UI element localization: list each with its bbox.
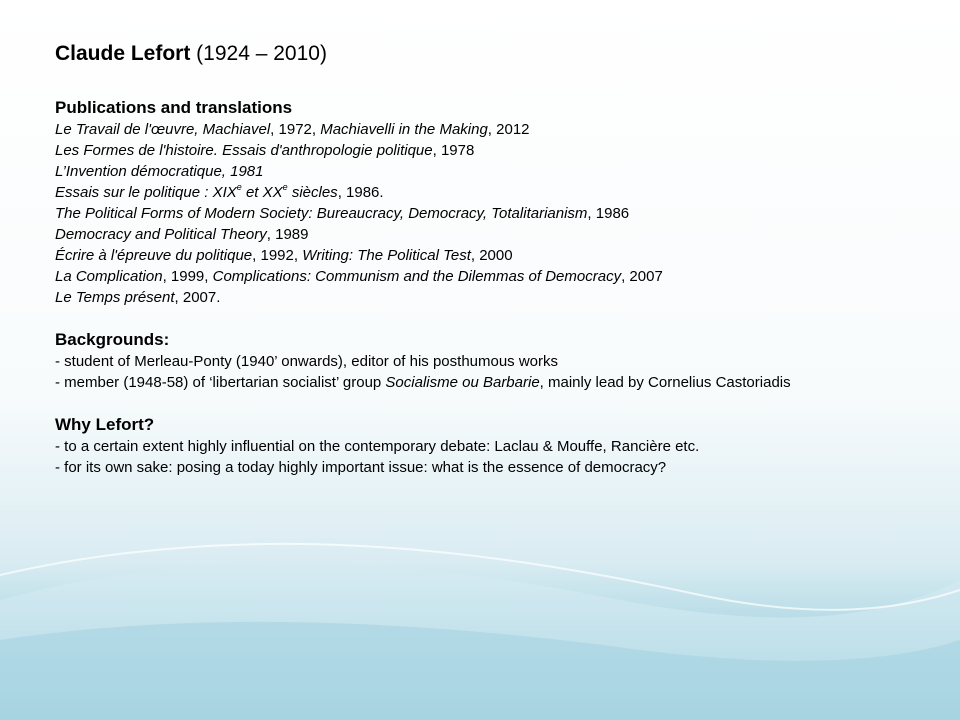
publication-year: , 1989 bbox=[266, 226, 309, 243]
publications-heading: Publications and translations bbox=[55, 98, 293, 117]
publication-year: , 2007. bbox=[174, 289, 221, 306]
title-part: et XX bbox=[241, 184, 283, 201]
translation-title: Writing: The Political Test bbox=[302, 247, 471, 264]
publication-item bbox=[55, 224, 935, 245]
publication-title bbox=[55, 184, 338, 201]
publication-item bbox=[55, 140, 935, 161]
superscript: e bbox=[282, 182, 288, 192]
title-name: Claude Lefort bbox=[55, 42, 191, 65]
slide-content bbox=[55, 40, 935, 478]
group-name: Socialisme ou Barbarie bbox=[385, 374, 540, 391]
publication-item bbox=[55, 203, 935, 224]
publication-item bbox=[55, 161, 935, 182]
publication-title: Le Travail de l'œuvre, Machiavel bbox=[55, 121, 271, 138]
why-heading: Why Lefort? bbox=[55, 415, 155, 434]
background-text: , mainly lead by Cornelius Castoriadis bbox=[539, 374, 791, 391]
background-item bbox=[55, 372, 935, 393]
publication-title: Les Formes de l'histoire. Essais d'anthropologie politique bbox=[55, 142, 433, 159]
publication-title: La Complication bbox=[55, 268, 163, 285]
publication-item bbox=[55, 266, 935, 287]
superscript: e bbox=[236, 182, 242, 192]
slide-title bbox=[55, 40, 935, 68]
why-item: - to a certain extent highly influential on the contemporary debate: Laclau & Mouffe, Rancière etc. bbox=[55, 438, 700, 455]
title-part: siècles bbox=[287, 184, 338, 201]
publication-title: Le Temps présent bbox=[55, 289, 175, 306]
publication-item bbox=[55, 182, 935, 203]
publication-item bbox=[55, 119, 935, 140]
background-item: - student of Merleau-Ponty (1940’ onwards), editor of his posthumous works bbox=[55, 353, 559, 370]
title-dates: (1924 – 2010) bbox=[190, 42, 327, 65]
backgrounds-heading: Backgrounds: bbox=[55, 330, 170, 349]
publication-item bbox=[55, 287, 935, 308]
translation-year: , 2000 bbox=[470, 247, 513, 264]
publication-year: , 1986 bbox=[587, 205, 630, 222]
translation-year: , 2012 bbox=[487, 121, 530, 138]
publications-list bbox=[55, 119, 935, 308]
translation-title: Complications: Communism and the Dilemmas of Democracy bbox=[212, 268, 622, 285]
publication-title: The Political Forms of Modern Society: Bureaucracy, Democracy, Totalitarianism bbox=[55, 205, 588, 222]
publication-year: , 1972, bbox=[270, 121, 321, 138]
publication-item bbox=[55, 245, 935, 266]
title-part: Essais sur le politique : XIX bbox=[55, 184, 237, 201]
translation-title: Machiavelli in the Making bbox=[320, 121, 488, 138]
publication-year: , 1986. bbox=[337, 184, 384, 201]
publication-title: Écrire à l'épreuve du politique bbox=[55, 247, 253, 264]
translation-year: , 2007 bbox=[621, 268, 663, 285]
publication-title: Democracy and Political Theory bbox=[55, 226, 267, 243]
why-item: - for its own sake: posing a today highly important issue: what is the essence of democracy? bbox=[55, 459, 667, 476]
publication-title: L’Invention démocratique, 1981 bbox=[55, 163, 264, 180]
background-text: - member (1948-58) of ‘libertarian socialist’ group bbox=[55, 374, 386, 391]
publication-year: , 1999, bbox=[162, 268, 213, 285]
publication-year: , 1978 bbox=[432, 142, 475, 159]
publication-year: , 1992, bbox=[252, 247, 303, 264]
